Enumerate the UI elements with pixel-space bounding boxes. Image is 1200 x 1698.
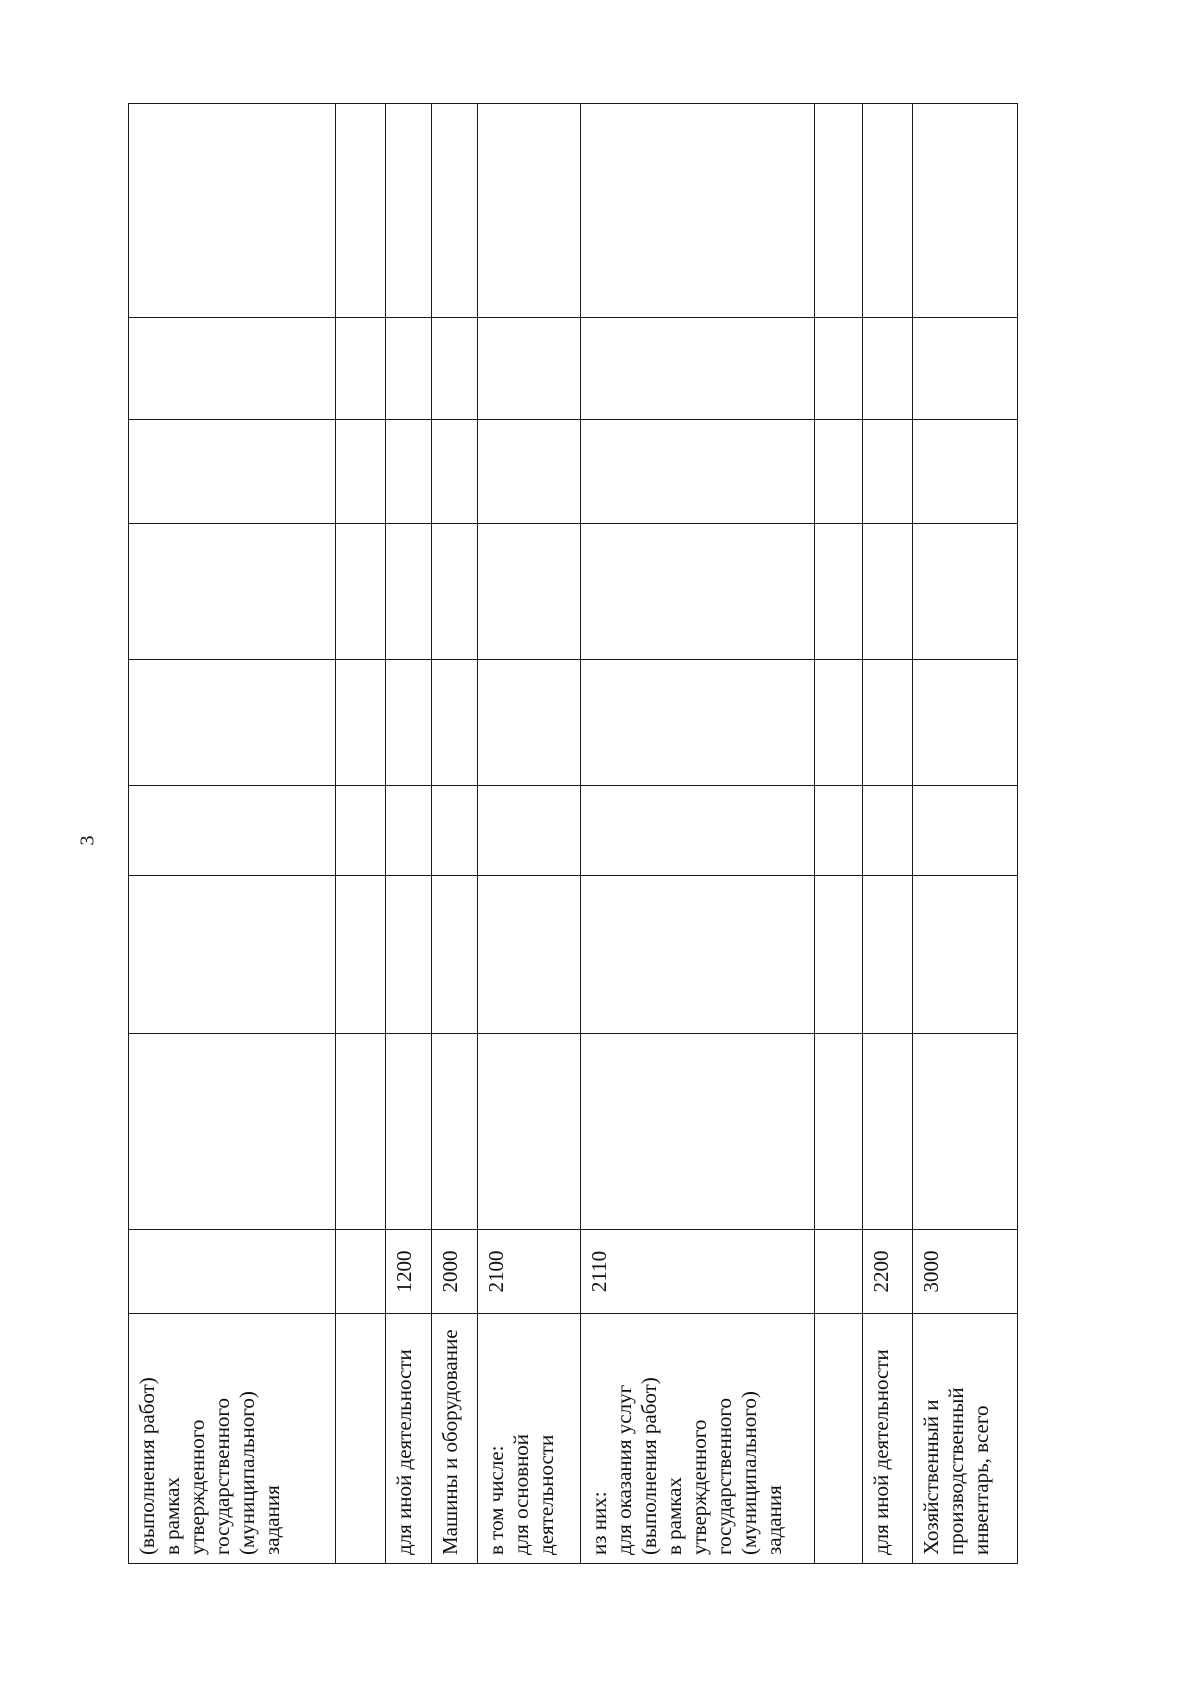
table-cell <box>815 786 863 876</box>
table-row <box>863 104 913 1564</box>
table-cell <box>129 1034 336 1230</box>
row-label: Хозяйственный и производственный инвентарь, всего <box>913 1314 1018 1564</box>
table-cell <box>580 876 814 1034</box>
table-cell <box>913 420 1018 524</box>
table-cell <box>336 1034 386 1230</box>
table-cell <box>863 420 913 524</box>
row-code: 1200 <box>386 1230 432 1314</box>
table-cell <box>913 524 1018 660</box>
table-cell <box>386 104 432 318</box>
table-cell <box>913 318 1018 420</box>
table-cell <box>478 660 580 786</box>
table-cell <box>815 876 863 1034</box>
row-code: 2200 <box>863 1230 913 1314</box>
table-cell <box>386 524 432 660</box>
table-row <box>580 104 814 1564</box>
table-cell <box>386 876 432 1034</box>
table-cell <box>478 1034 580 1230</box>
table-cell <box>580 786 814 876</box>
table-cell <box>386 318 432 420</box>
table-cell <box>336 876 386 1034</box>
page-number: 3 <box>76 835 99 846</box>
table-row <box>336 104 386 1564</box>
table-cell <box>386 786 432 876</box>
table-cell <box>580 660 814 786</box>
table-cell <box>386 1034 432 1230</box>
table-cell <box>580 1034 814 1230</box>
table-row <box>432 104 478 1564</box>
row-label <box>336 1314 386 1564</box>
table-cell <box>580 104 814 318</box>
table-row <box>129 104 336 1564</box>
table-cell <box>913 786 1018 876</box>
table-cell <box>432 104 478 318</box>
row-code: 2110 <box>580 1230 814 1314</box>
table-cell <box>478 786 580 876</box>
row-label: в том числе: для основной деятельности <box>478 1314 580 1564</box>
row-code <box>336 1230 386 1314</box>
row-label: для иной деятельности <box>386 1314 432 1564</box>
table-cell <box>432 420 478 524</box>
row-code <box>815 1230 863 1314</box>
row-code: 2000 <box>432 1230 478 1314</box>
assets-table <box>128 103 1018 1564</box>
table-cell <box>815 524 863 660</box>
table-cell <box>386 420 432 524</box>
table-cell <box>913 660 1018 786</box>
table-row <box>386 104 432 1564</box>
table-cell <box>336 104 386 318</box>
row-label: (выполнения работ) в рамках утвержденного государственного (муниципального) задания <box>129 1314 336 1564</box>
table-cell <box>815 104 863 318</box>
table-cell <box>478 104 580 318</box>
table-cell <box>432 1034 478 1230</box>
table-cell <box>432 786 478 876</box>
table-cell <box>129 786 336 876</box>
table-cell <box>815 660 863 786</box>
table-cell <box>863 876 913 1034</box>
table-cell <box>432 876 478 1034</box>
table-cell <box>863 1034 913 1230</box>
table-cell <box>129 318 336 420</box>
table-cell <box>432 660 478 786</box>
table-cell <box>478 318 580 420</box>
table-cell <box>129 660 336 786</box>
table-cell <box>863 318 913 420</box>
table-row <box>815 104 863 1564</box>
table-cell <box>478 420 580 524</box>
table-cell <box>815 1034 863 1230</box>
row-code: 3000 <box>913 1230 1018 1314</box>
table-cell <box>863 104 913 318</box>
table-cell <box>863 660 913 786</box>
rotated-table-wrapper <box>128 104 1018 1564</box>
row-label: Машины и оборудование <box>432 1314 478 1564</box>
table-cell <box>432 318 478 420</box>
row-label <box>815 1314 863 1564</box>
table-cell <box>129 420 336 524</box>
table-cell <box>478 524 580 660</box>
table-cell <box>580 318 814 420</box>
row-code: 2100 <box>478 1230 580 1314</box>
table-row <box>478 104 580 1564</box>
row-code <box>129 1230 336 1314</box>
table-cell <box>815 318 863 420</box>
table-cell <box>815 420 863 524</box>
table-cell <box>336 318 386 420</box>
table-cell <box>336 420 386 524</box>
table-cell <box>336 524 386 660</box>
table-cell <box>913 876 1018 1034</box>
table-cell <box>478 876 580 1034</box>
table-cell <box>336 786 386 876</box>
table-cell <box>129 104 336 318</box>
row-label: для иной деятельности <box>863 1314 913 1564</box>
table-cell <box>580 524 814 660</box>
table-cell <box>386 660 432 786</box>
table-cell <box>336 660 386 786</box>
table-cell <box>129 524 336 660</box>
table-cell <box>913 104 1018 318</box>
table-cell <box>129 876 336 1034</box>
row-label: из них: для оказания услуг (выполнения работ) в рамках утвержденного государственного (муниципального) задания <box>580 1314 814 1564</box>
table-row <box>913 104 1018 1564</box>
table-cell <box>863 786 913 876</box>
table-cell <box>580 420 814 524</box>
table-cell <box>913 1034 1018 1230</box>
table-cell <box>863 524 913 660</box>
table-cell <box>432 524 478 660</box>
